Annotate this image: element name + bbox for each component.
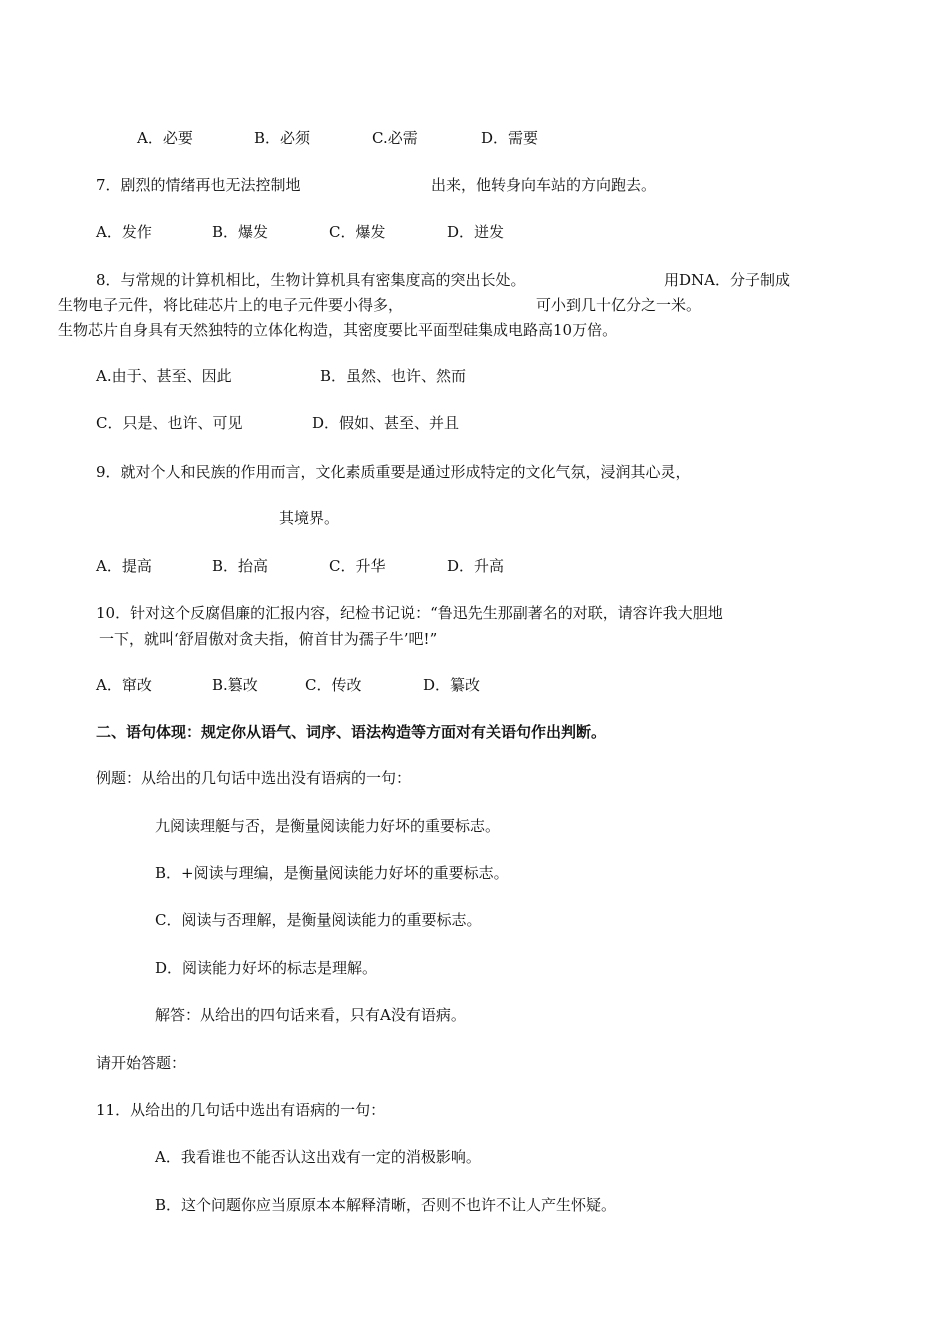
q6-option-d: D．需要 <box>481 129 539 147</box>
q8-line3: 生物芯片自身具有天然独特的立体化构造，其密度要比平面型硅集成电路高10万倍。 <box>58 321 618 339</box>
example-option-c: C．阅读与否理解，是衡量阅读能力的重要标志。 <box>155 911 482 929</box>
q10-line2: 一下，就叫‘舒眉傲对贪夫指，俯首甘为孺子牛’吧!” <box>99 630 438 648</box>
q7-option-c: C．爆发 <box>329 223 386 241</box>
q10-option-a: A．窜改 <box>96 676 152 694</box>
example-option-b: B．+阅读与理编，是衡量阅读能力好坏的重要标志。 <box>155 864 509 882</box>
q10-line1: 10．针对这个反腐倡廉的汇报内容，纪检书记说：“鲁迅先生那副著名的对联，请容许我大胆地 <box>96 604 723 622</box>
q6-option-a: A．必要 <box>137 129 193 147</box>
q10-option-c: C．传改 <box>305 676 362 694</box>
q6-option-c: C.必需 <box>372 129 418 147</box>
q7-stem-part2: 出来，他转身向车站的方向跑去。 <box>431 176 657 194</box>
q8-option-d: D．假如、甚至、并且 <box>312 414 460 432</box>
q11-stem: 11．从给出的几句话中选出有语病的一句： <box>96 1101 386 1119</box>
q11-option-a: A．我看谁也不能否认这出戏有一定的消极影响。 <box>155 1148 481 1166</box>
example-option-d: D．阅读能力好坏的标志是理解。 <box>155 959 378 977</box>
q9-option-a: A．提高 <box>96 557 152 575</box>
example-answer: 解答：从给出的四句话来看，只有A没有语病。 <box>155 1006 466 1024</box>
q8-option-c: C．只是、也许、可见 <box>96 414 243 432</box>
q8-option-b: B．虽然、也许、然而 <box>320 367 467 385</box>
q7-option-a: A．发作 <box>96 223 152 241</box>
q7-stem-part1: 7．剧烈的情绪再也无法控制地 <box>96 176 301 194</box>
example-option-a: 九阅读理艇与否，是衡量阅读能力好坏的重要标志。 <box>155 817 501 835</box>
start-prompt: 请开始答题： <box>96 1054 187 1072</box>
section2-heading: 二、语句体现：规定你从语气、词序、语法构造等方面对有关语句作出判断。 <box>96 723 607 741</box>
q8-line1-part1: 8．与常规的计算机相比，生物计算机具有密集度高的突出长处。 <box>96 271 526 289</box>
q10-option-d: D．纂改 <box>423 676 481 694</box>
q9-line2: 其境界。 <box>279 509 340 527</box>
q7-option-d: D．迸发 <box>447 223 505 241</box>
q9-option-d: D．升高 <box>447 557 505 575</box>
q9-option-c: C．升华 <box>329 557 386 575</box>
q8-option-a: A.由于、甚至、因此 <box>96 367 232 385</box>
q9-line1: 9．就对个人和民族的作用而言，文化素质重要是通过形成特定的文化气氛，浸润其心灵， <box>96 463 691 481</box>
q6-option-b: B．必须 <box>254 129 311 147</box>
q11-option-b: B．这个问题你应当原原本本解释清晰，否则不也许不让人产生怀疑。 <box>155 1196 617 1214</box>
example-intro: 例题：从给出的几句话中选出没有语病的一句： <box>96 769 412 787</box>
q8-line1-part2: 用DNA．分子制成 <box>664 271 790 289</box>
q10-option-b: B.篡改 <box>212 676 258 694</box>
q7-option-b: B．爆发 <box>212 223 269 241</box>
q8-line2-part2: 可小到几十亿分之一米。 <box>536 296 702 314</box>
q9-option-b: B．抬高 <box>212 557 269 575</box>
q8-line2-part1: 生物电子元件，将比硅芯片上的电子元件要小得多， <box>58 296 404 314</box>
